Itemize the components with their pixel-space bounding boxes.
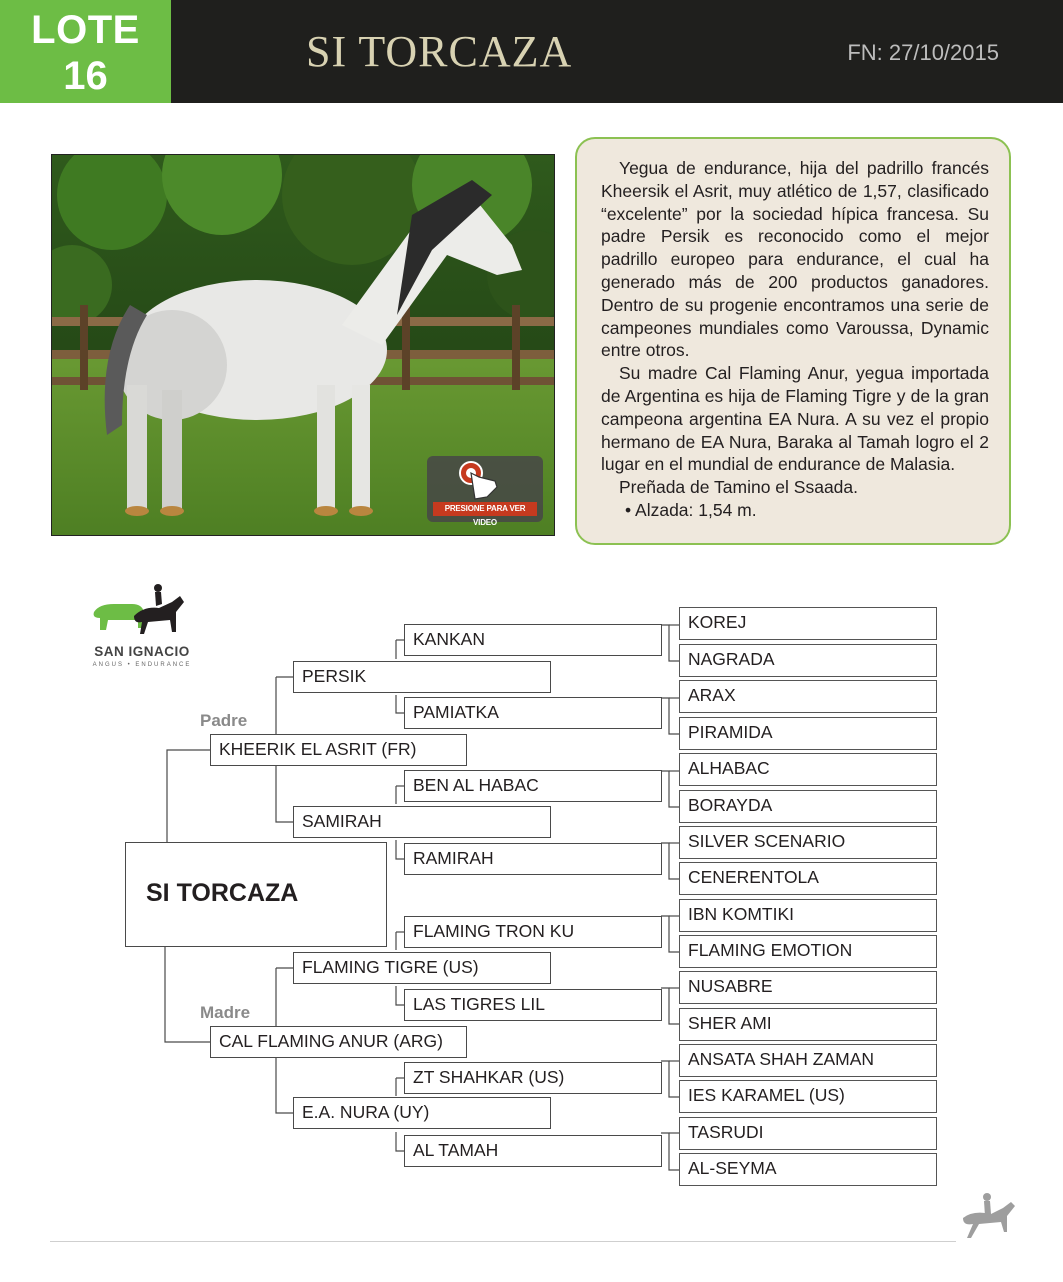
pedigree-gen4: SHER AMI	[679, 1008, 937, 1041]
lote-number: 16	[63, 54, 108, 98]
pedigree-gen3: LAS TIGRES LIL	[404, 989, 662, 1021]
pedigree-gen3: KANKAN	[404, 624, 662, 656]
pedigree-dam: CAL FLAMING ANUR (ARG)	[210, 1026, 467, 1058]
pedigree-gen2: PERSIK	[293, 661, 551, 693]
pedigree-sire: KHEERIK EL ASRIT (FR)	[210, 734, 467, 766]
footer-divider	[50, 1241, 956, 1242]
pedigree-gen3: BEN AL HABAC	[404, 770, 662, 802]
pedigree-gen4: AL-SEYMA	[679, 1153, 937, 1186]
subject-name: SI TORCAZA	[146, 879, 299, 907]
pedigree-gen4: ALHABAC	[679, 753, 937, 786]
video-button-label: PRESIONE PARA VER VIDEO	[433, 502, 537, 516]
pedigree-gen4: NAGRADA	[679, 644, 937, 677]
height-bullet: • Alzada: 1,54 m.	[625, 499, 757, 520]
pedigree-gen3: AL TAMAH	[404, 1135, 662, 1167]
pedigree-gen2: E.A. NURA (UY)	[293, 1097, 551, 1129]
pedigree-gen4: BORAYDA	[679, 790, 937, 823]
pedigree-gen4: TASRUDI	[679, 1117, 937, 1150]
pedigree-gen4: FLAMING EMOTION	[679, 935, 937, 968]
pedigree-subject	[125, 842, 387, 947]
pedigree-gen4: CENERENTOLA	[679, 862, 937, 895]
pedigree-gen4: ARAX	[679, 680, 937, 713]
description-paragraph: Yegua de endurance, hija del padrillo francés Kheersik el Asrit, muy atlético de 1,57, clasificado “excelente” por la sociedad hípica francesa. Su padre Persik es reconocido como el mejor padrillo europeo para endurance, el cual ha generado más de 200 productos ganadores. Dentro de su progenie encontramos una serie de campeones mundiales como Varoussa, Dynamic entre otros.	[601, 158, 989, 361]
pedigree-gen4: ANSATA SHAH ZAMAN	[679, 1044, 937, 1077]
description-paragraph: Su madre Cal Flaming Anur, yegua importada de Argentina es hija de Flaming Tigre y de la gran campeona argentina EA Nura. A su vez el propio hermano de EA Nura, Baraka al Tamah logro el 2 lugar en el mundial de endurance de Malasia.	[601, 363, 989, 475]
pedigree-gen4: KOREJ	[679, 607, 937, 640]
pedigree-gen2: SAMIRAH	[293, 806, 551, 838]
pedigree-gen3: FLAMING TRON KU	[404, 916, 662, 948]
page-title: SI TORCAZA	[306, 27, 573, 76]
horse-rider-icon	[957, 1192, 1017, 1244]
pedigree-gen4: IES KARAMEL (US)	[679, 1080, 937, 1113]
pedigree-gen3: ZT SHAHKAR (US)	[404, 1062, 662, 1094]
logo-name: SAN IGNACIO	[94, 644, 190, 659]
pedigree-gen2: FLAMING TIGRE (US)	[293, 952, 551, 984]
logo-subtitle: ANGUS • ENDURANCE	[92, 662, 192, 668]
description-paragraph: Preñada de Tamino el Ssaada.	[619, 477, 859, 498]
madre-label: Madre	[200, 1003, 251, 1022]
pedigree-gen4: SILVER SCENARIO	[679, 826, 937, 859]
pedigree-gen4: NUSABRE	[679, 971, 937, 1004]
pedigree-gen4: IBN KOMTIKI	[679, 899, 937, 932]
birth-date: FN: 27/10/2015	[847, 40, 999, 65]
padre-label: Padre	[200, 711, 248, 730]
pedigree-gen3: RAMIRAH	[404, 843, 662, 875]
pedigree-gen4: PIRAMIDA	[679, 717, 937, 750]
pedigree-gen3: PAMIATKA	[404, 697, 662, 729]
lote-label: LOTE	[31, 8, 140, 52]
